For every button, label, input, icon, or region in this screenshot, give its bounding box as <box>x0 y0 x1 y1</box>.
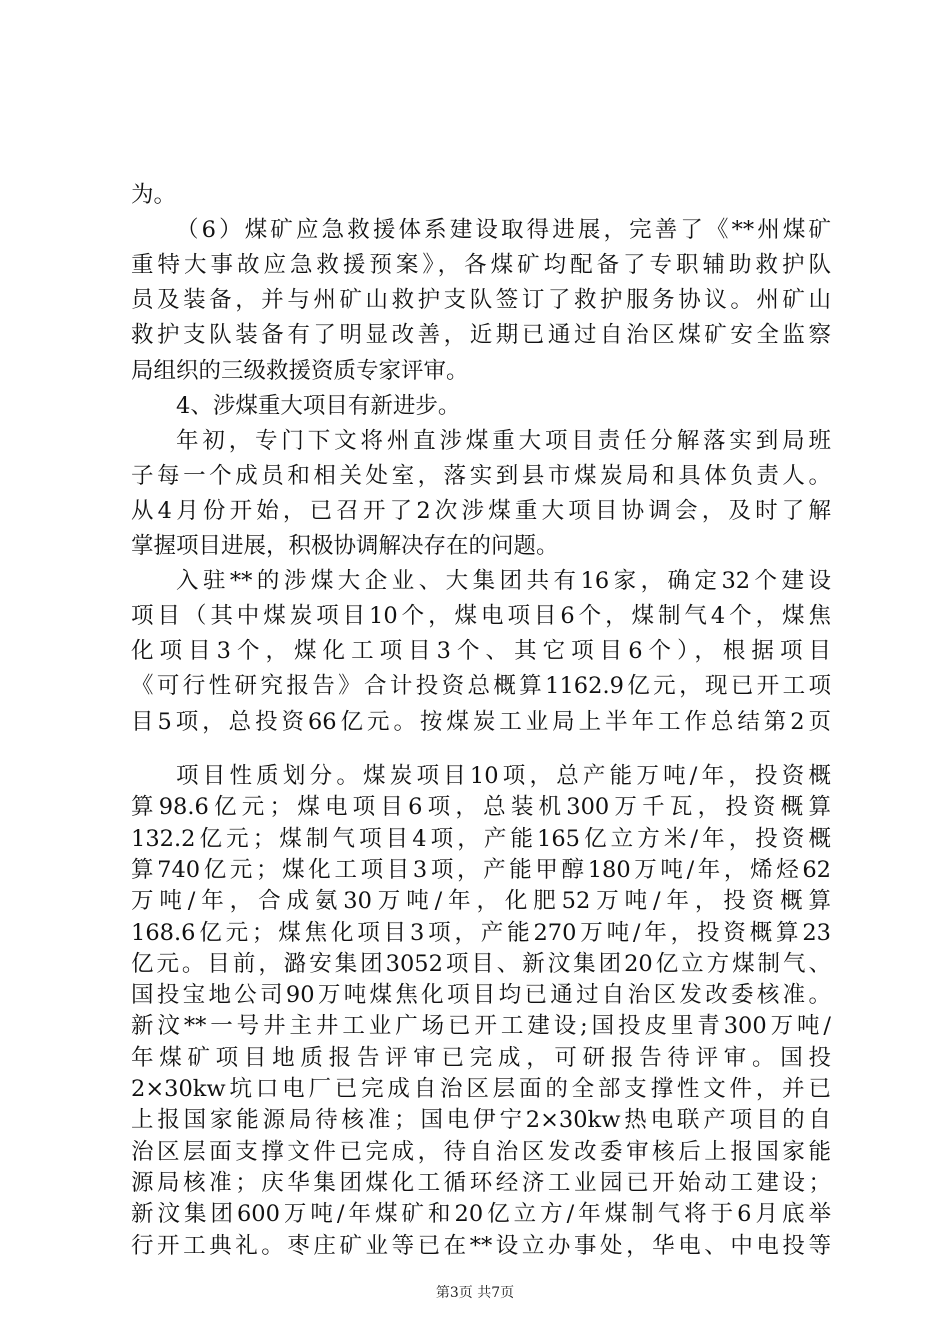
text-line: 168.6亿元；煤焦化项目3项，产能270万吨/年，投资概算23 <box>131 919 831 946</box>
text-line: 入驻**的涉煤大企业、大集团共有16家，确定32个建设 <box>176 568 831 595</box>
text-line: 子每一个成员和相关处室，落实到县市煤炭局和具体负责人。 <box>131 462 831 489</box>
text-line: 目5项，总投资66亿元。按煤炭工业局上半年工作总结第2页 <box>131 708 831 735</box>
text-line: 重特大事故应急救援预案》，各煤矿均配备了专职辅助救护队 <box>131 252 831 279</box>
text-line: 救护支队装备有了明显改善，近期已通过自治区煤矿安全监察 <box>131 322 831 349</box>
text-line: 算98.6亿元；煤电项目6项，总装机300万千瓦，投资概算 <box>131 794 831 821</box>
text-line: 《可行性研究报告》合计投资总概算1162.9亿元，现已开工项 <box>131 673 831 700</box>
text-line: 源局核准；庆华集团煤化工循环经济工业园已开始动工建设； <box>131 1169 831 1196</box>
text-line: 万吨/年，合成氨30万吨/年，化肥52万吨/年，投资概算 <box>131 888 831 915</box>
text-line: 项目（其中煤炭项目10个，煤电项目6个，煤制气4个，煤焦 <box>131 603 831 630</box>
text-line: 为。 <box>131 182 177 208</box>
text-line: 算740亿元；煤化工项目3项，产能甲醇180万吨/年，烯烃62 <box>131 856 831 883</box>
text-line: 新汶**一号井主井工业广场已开工建设;国投皮里青300万吨/ <box>131 1013 831 1040</box>
text-line: 项目性质划分。煤炭项目10项，总产能万吨/年，投资概 <box>176 763 831 789</box>
text-line: 2×30kw坑口电厂已完成自治区层面的全部支撑性文件，并已 <box>131 1076 831 1102</box>
text-line: 行开工典礼。枣庄矿业等已在**设立办事处，华电、中电投等 <box>131 1232 831 1259</box>
text-line: 国投宝地公司90万吨煤焦化项目均已通过自治区发改委核准。 <box>131 982 831 1009</box>
text-line: 年煤矿项目地质报告评审已完成，可研报告待评审。国投 <box>131 1044 831 1071</box>
text-line: 化项目3个，煤化工项目3个、其它项目6个），根据项目 <box>131 638 831 665</box>
text-line: 员及装备，并与州矿山救护支队签订了救护服务协议。州矿山 <box>131 287 831 314</box>
text-line: 132.2亿元；煤制气项目4项，产能165亿立方米/年，投资概 <box>131 825 831 852</box>
section-heading: 4、涉煤重大项目有新进步。 <box>176 392 461 419</box>
page-footer: 第3页 共7页 <box>435 1285 515 1301</box>
text-line: 掌握项目进展，积极协调解决存在的问题。 <box>131 533 559 559</box>
text-line: （6）煤矿应急救援体系建设取得进展，完善了《**州煤矿 <box>176 217 831 244</box>
text-line: 亿元。目前，潞安集团3052项目、新汶集团20亿立方煤制气、 <box>131 950 831 977</box>
text-line: 局组织的三级救援资质专家评审。 <box>131 357 469 384</box>
text-line: 新汶集团600万吨/年煤矿和20亿立方/年煤制气将于6月底举 <box>131 1201 831 1228</box>
text-line: 治区层面支撑文件已完成，待自治区发改委审核后上报国家能 <box>131 1138 831 1165</box>
text-line: 从4月份开始，已召开了2次涉煤重大项目协调会，及时了解 <box>131 497 831 524</box>
text-line: 上报国家能源局待核准；国电伊宁2×30kw热电联产项目的自 <box>131 1107 831 1134</box>
text-line: 年初，专门下文将州直涉煤重大项目责任分解落实到局班 <box>176 427 831 454</box>
